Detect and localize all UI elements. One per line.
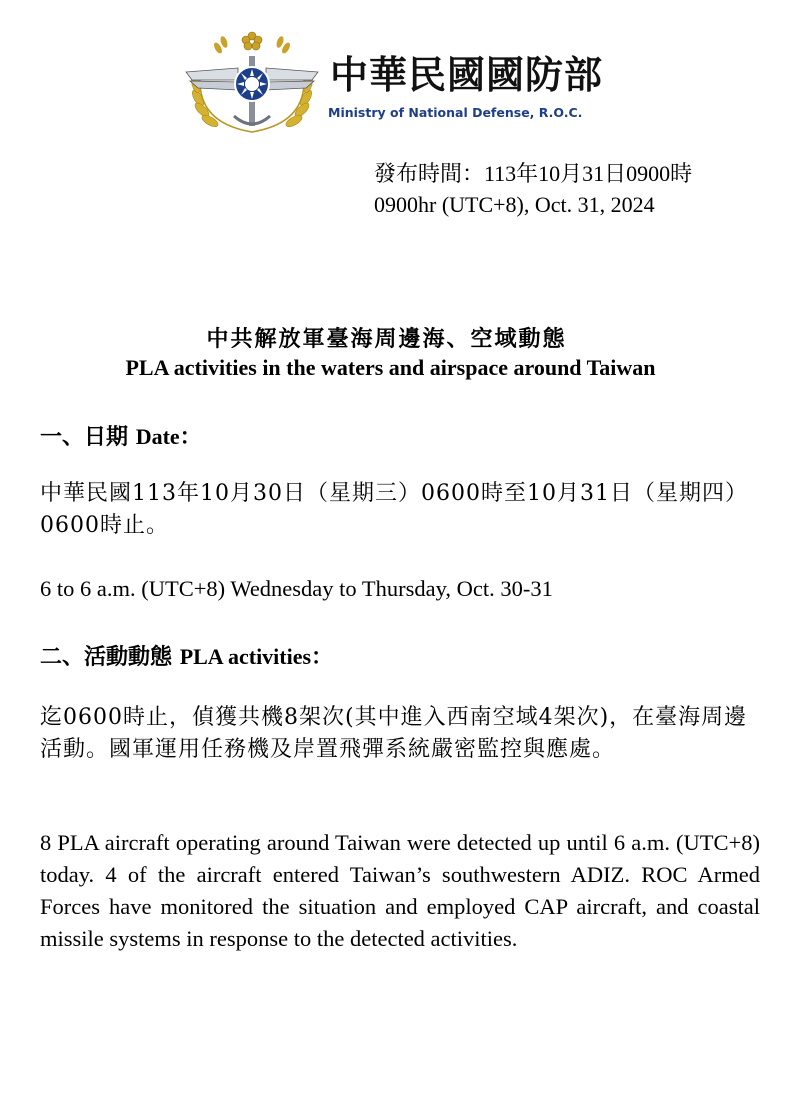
section-date-heading [40, 420, 202, 451]
mnd-emblem-icon [178, 28, 326, 140]
release-time-zh: 發布時間：113年10月31日0900時 [374, 161, 693, 186]
activities-body-en: 8 PLA aircraft operating around Taiwan were detected up until 6 a.m. (UTC+8) today. 4 of the aircraft entered Taiwan’s southwestern ADIZ. ROC Armed Forces have monitored the situation and employed CAP aircraft, and coastal missile systems in response to the detected activities. [40, 830, 760, 951]
org-name-zh: 中華民國國防部 [330, 53, 604, 97]
activities-body-zh: 迄0600時止，偵獲共機8架次(其中進入西南空域4架次)，在臺海周邊活動。國軍運用任務機及岸置飛彈系統嚴密監控與應處。 [40, 705, 748, 762]
section-activities-heading [40, 640, 333, 671]
section-date-heading-zh: 一、日期 [40, 424, 129, 450]
section-activities-heading-zh: 二、活動動態 [40, 644, 173, 670]
section-date-heading-en: Date： [135, 424, 202, 449]
section-activities-heading-en: PLA activities： [179, 644, 334, 669]
org-name-en: Ministry of National Defense, R.O.C. [328, 105, 583, 120]
date-body-zh: 中華民國113年10月30日（星期三）0600時至10月31日（星期四）0600時止。 [40, 481, 748, 538]
date-body-en: 6 to 6 a.m. (UTC+8) Wednesday to Thursday, Oct. 30-31 [40, 576, 553, 601]
document-title-zh: 中共解放軍臺海周邊海、空域動態 [206, 326, 567, 352]
document-title-en: PLA activities in the waters and airspace around Taiwan [125, 355, 656, 380]
release-time-en: 0900hr (UTC+8), Oct. 31, 2024 [374, 192, 655, 217]
